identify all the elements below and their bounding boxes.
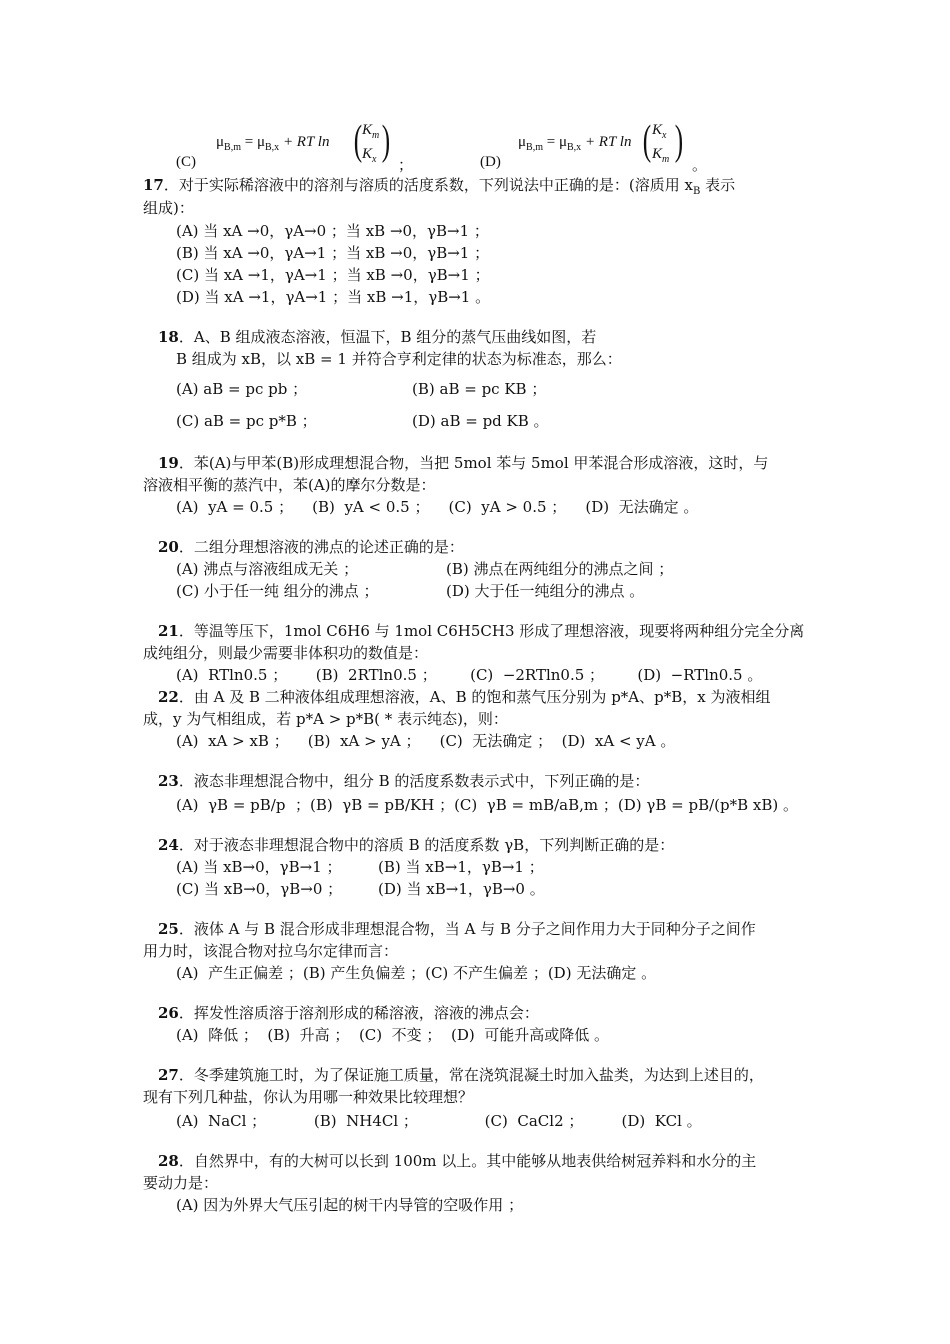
q19-options: (A) yA = 0.5 ； (B) yA < 0.5 ； (C) yA > 0.5 ； (D) 无法确定 。 — [176, 498, 699, 516]
q16-option-d: (D) $\mu_{B,m} = \mu_{B,x}$ + RT ln ( $K_x$ $K_m$ ) 。 — [480, 118, 708, 174]
q16-option-c: (C) $\mu_{B,m} = \mu_{B,x}$ + RT ln ( $K_m$ $K_x$ ) ； — [176, 118, 414, 174]
frac-top: $K_x$ — [652, 122, 667, 141]
question-20: 20．二组分理想溶液的沸点的论述正确的是： — [158, 538, 464, 556]
right-paren: ) — [674, 118, 684, 164]
q22-stem-line2: 成，y 为气相组成，若 p*A > p*B( * 表示纯态)，则： — [143, 710, 508, 728]
q24-option-c: (C) 当 xB→0，γB→0 ； — [176, 880, 343, 898]
formula-lhs: $\mu_{B,m} = \mu_{B,x}$ + RT ln — [216, 134, 330, 153]
q18-stem-line2: B 组成为 xB，以 xB = 1 并符合亨利定律的状态为标准态，那么： — [176, 350, 622, 368]
q24-option-d: (D) 当 xB→1，γB→0 。 — [378, 880, 545, 898]
q20-option-d: (D) 大于任一纯组分的沸点 。 — [446, 582, 645, 600]
question-19: 19．苯(A)与甲苯(B)形成理想混合物，当把 5mol 苯与 5mol 甲苯混合形成溶液，这时，与 — [158, 454, 769, 472]
right-paren: ) — [381, 118, 391, 164]
q17-option-b: (B) 当 xA →0，γA→1 ；当 xB →0，γB→1 ； — [176, 244, 490, 262]
q23-options: (A) γB = pB/p ；(B) γB = pB/KH ；(C) γB = mB/aB,m ；(D) γB = pB/(p*B xB) 。 — [176, 796, 799, 814]
q20-option-c: (C) 小于任一纯 组分的沸点 ； — [176, 582, 379, 600]
frac-bottom: $K_m$ — [652, 146, 670, 165]
question-stem-line2: 组成)： — [143, 199, 194, 217]
q25-stem-line2: 用力时，该混合物对拉乌尔定律而言： — [143, 942, 399, 960]
question-18: 18．A、B 组成液态溶液，恒温下，B 组分的蒸气压曲线如图，若 — [158, 328, 597, 346]
q27-stem-line2: 现有下列几种盐，你认为用哪一种效果比较理想？ — [143, 1088, 474, 1106]
q24-option-a: (A) 当 xB→0，γB→1 ； — [176, 858, 342, 876]
option-label: (D) — [480, 154, 501, 170]
q18-option-d: (D) aB = pd KB 。 — [412, 412, 549, 430]
formula-lhs: $\mu_{B,m} = \mu_{B,x}$ + RT ln — [518, 134, 632, 153]
frac-top: $K_m$ — [362, 122, 380, 141]
question-28: 28．自然界中，有的大树可以长到 100m 以上。其中能够从地表供给树冠养料和水分的主 — [158, 1152, 757, 1170]
q21-options: (A) RTln0.5 ； (B) 2RTln0.5 ； (C) −2RTln0.5 ； (D) −RTln0.5 。 — [176, 666, 763, 684]
q28-option-a: (A) 因为外界大气压引起的树干内导管的空吸作用 ； — [176, 1196, 524, 1214]
question-21: 21．等温等压下，1mol C6H6 与 1mol C6H5CH3 形成了理想溶液，现要将两种组分完全分离 — [158, 622, 805, 640]
q20-option-a: (A) 沸点与溶液组成无关 ； — [176, 560, 359, 578]
q18-option-c: (C) aB = pc p*B ； — [176, 412, 317, 430]
q27-options: (A) NaCl ； (B) NH4Cl ； (C) CaCl2 ； (D) KCl 。 — [176, 1112, 702, 1130]
question-24: 24．对于液态非理想混合物中的溶质 B 的活度系数 γB，下列判断正确的是： — [158, 836, 675, 854]
question-27: 27．冬季建筑施工时，为了保证施工质量，常在浇筑混凝土时加入盐类，为达到上述目的， — [158, 1066, 764, 1084]
question-23: 23．液态非理想混合物中，组分 B 的活度系数表示式中，下列正确的是： — [158, 772, 650, 790]
question-17 — [143, 174, 813, 220]
left-paren: ( — [642, 118, 652, 164]
frac-bottom: $K_x$ — [362, 146, 377, 165]
left-paren: ( — [353, 118, 363, 164]
q22-options: (A) xA > xB ； (B) xA > yA ； (C) 无法确定 ； (D) xA < yA 。 — [176, 732, 676, 750]
q17-option-c: (C) 当 xA →1，γA→1 ；当 xB →0，γB→1 ； — [176, 266, 490, 284]
q19-stem-line2: 溶液相平衡的蒸汽中，苯(A)的摩尔分数是： — [143, 476, 436, 494]
q17-option-a: (A) 当 xA →0，γA→0 ；当 xB →0，γB→1 ； — [176, 222, 489, 240]
question-22: 22．由 A 及 B 二种液体组成理想溶液，A、B 的饱和蒸气压分别为 p*A、p*B，x 为液相组 — [158, 688, 771, 706]
q18-option-a: (A) aB = pc pb ； — [176, 380, 308, 398]
q18-option-b: (B) aB = pc KB ； — [412, 380, 547, 398]
question-stem: 17．对于实际稀溶液中的溶剂与溶质的活度系数，下列说法中正确的是：(溶质用 $x_B$ 表示 — [143, 176, 736, 197]
q17-option-d: (D) 当 xA →1，γA→1 ；当 xB →1，γB→1 。 — [176, 288, 491, 306]
option-label: (C) — [176, 154, 196, 170]
question-26: 26．挥发性溶质溶于溶剂形成的稀溶液，溶液的沸点会： — [158, 1004, 539, 1022]
question-25: 25．液体 A 与 B 混合形成非理想混合物，当 A 与 B 分子之间作用力大于同种分子之间作 — [158, 920, 756, 938]
q21-stem-line2: 成纯组分，则最少需要非体积功的数值是： — [143, 644, 429, 662]
q26-options: (A) 降低 ； (B) 升高 ； (C) 不变 ； (D) 可能升高或降低 。 — [176, 1026, 610, 1044]
q28-stem-line2: 要动力是： — [143, 1174, 219, 1192]
q20-option-b: (B) 沸点在两纯组分的沸点之间 ； — [446, 560, 674, 578]
q25-options: (A) 产生正偏差 ；(B) 产生负偏差 ；(C) 不产生偏差 ；(D) 无法确定 。 — [176, 964, 657, 982]
q24-option-b: (B) 当 xB→1，γB→1 ； — [378, 858, 544, 876]
